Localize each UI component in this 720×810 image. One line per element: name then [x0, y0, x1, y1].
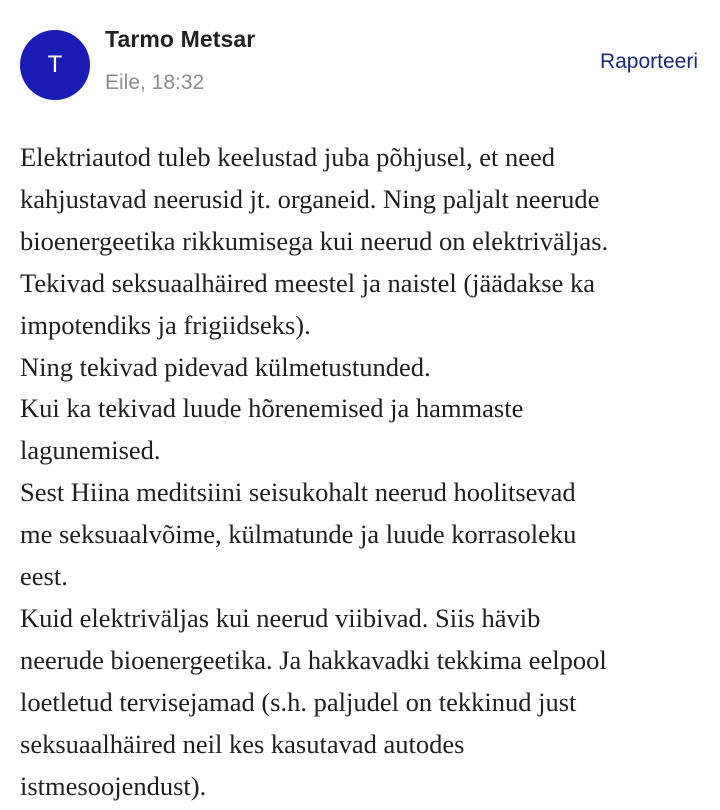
comment-timestamp: Eile, 18:32	[105, 71, 205, 94]
avatar[interactable]	[20, 30, 90, 100]
comment-body-line: impotendiks ja frigiidseks).	[20, 309, 311, 340]
comment-body	[20, 137, 710, 808]
comment-body-line: istmesoojendust).	[20, 770, 207, 801]
comment-body-line: Kuid elektriväljas kui neerud viibivad. Siis hävib	[20, 602, 541, 633]
comment-body-line: eest.	[20, 561, 68, 592]
comment-body-line: Ning tekivad pidevad külmetustunded.	[20, 351, 431, 382]
comment-body-line: kahjustavad neerusid jt. organeid. Ning paljalt neerude	[20, 183, 600, 214]
report-link[interactable]: Raporteeri	[599, 50, 698, 73]
comment-body-line: me seksuaalvõime, külmatunde ja luude korrasoleku	[20, 519, 577, 550]
comment-body-line: seksuaalhäired neil kes kasutavad autodes	[20, 728, 465, 759]
comment-body-line: lagunemised.	[20, 435, 161, 466]
comment-body-line: Sest Hiina meditsiini seisukohalt neerud hoolitsevad	[20, 477, 576, 508]
comment-body-line: neerude bioenergeetika. Ja hakkavadki tekkima eelpool	[20, 644, 607, 675]
comment-body-line: Kui ka tekivad luude hõrenemised ja hammaste	[20, 393, 524, 424]
avatar-initial: T	[47, 51, 63, 78]
comment-body-line: bioenergeetika rikkumisega kui neerud on elektriväljas.	[20, 225, 609, 256]
comment-body-line: Elektriautod tuleb keelustad juba põhjusel, et need	[20, 142, 555, 172]
comment-body-line: Tekivad seksuaalhäired meestel ja naistel (jäädakse ka	[20, 267, 596, 298]
comment-body-line: loetletud tervisejamad (s.h. paljudel on tekkinud just	[20, 686, 577, 717]
author-name[interactable]: Tarmo Metsar	[105, 26, 256, 52]
